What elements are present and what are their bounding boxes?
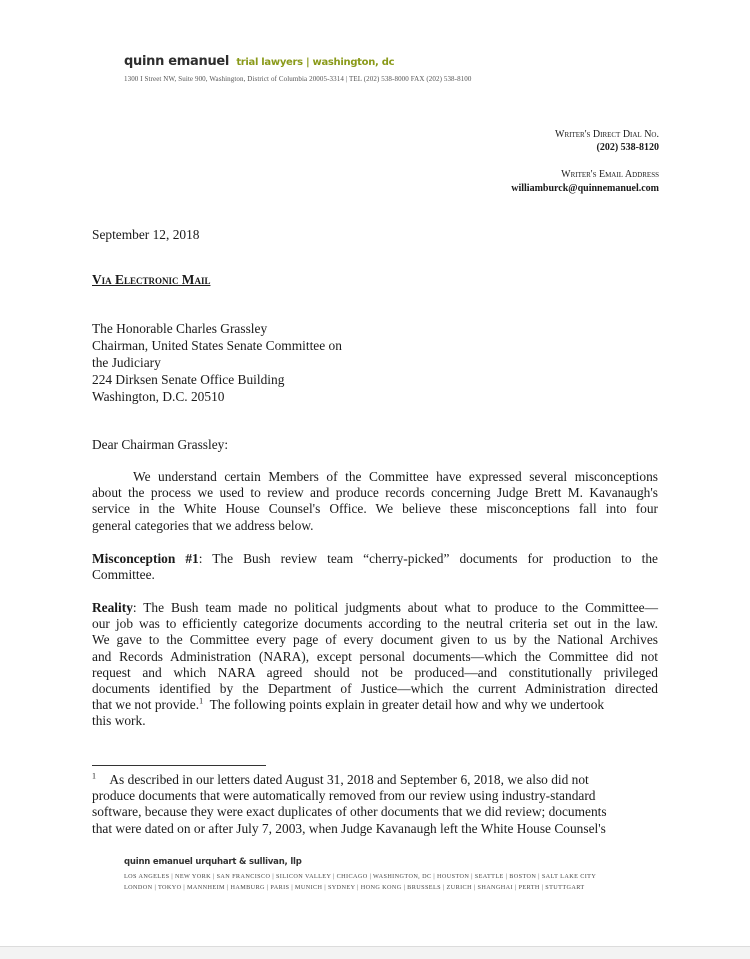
email-value: williamburck@quinnemanuel.com — [511, 183, 659, 194]
footnote-line: As described in our letters dated August 31, 2018 and September 6, 2018, we also did not — [109, 772, 589, 787]
misconception-label: Misconception #1 — [92, 551, 199, 566]
intro-paragraph — [92, 469, 658, 534]
reality-line: this work. — [92, 713, 146, 729]
recipient-line: the Judiciary — [92, 355, 161, 370]
reality-line: that we not provide. — [92, 697, 200, 713]
recipient-address — [92, 320, 342, 405]
recipient-line: The Honorable Charles Grassley — [92, 321, 268, 336]
letterhead-logo — [124, 54, 394, 69]
footer-cities-line-1: LOS ANGELES | NEW YORK | SAN FRANCISCO | SILICON VALLEY | CHICAGO | WASHINGTON, DC | HOUSTON | SEATTLE | BOSTON | SALT LAKE CITY — [124, 873, 597, 880]
reality-label: Reality — [92, 600, 133, 615]
intro-line: service in the White House Counsel's Office. We believe these misconceptions fall into four — [92, 501, 658, 517]
footer-firm-name: quinn emanuel urquhart & sullivan, llp — [124, 857, 302, 867]
direct-dial-label: Writer's Direct Dial No. — [555, 129, 659, 140]
footnote-line: software, because they were exact duplicates of other documents that we did review; documents — [92, 804, 607, 820]
recipient-line: Washington, D.C. 20510 — [92, 389, 225, 404]
misconception-line: Committee. — [92, 567, 155, 583]
reality-line: We gave to the Committee every page of every document given to us by the National Archives — [92, 632, 658, 648]
footnote-line: that were dated on or after July 7, 2003, when Judge Kavanaugh left the White House Counsel's — [92, 820, 606, 836]
footnote-number: 1 — [92, 771, 96, 781]
email-label: Writer's Email Address — [561, 169, 659, 180]
footer-cities-line-2: LONDON | TOKYO | MANNHEIM | HAMBURG | PARIS | MUNICH | SYDNEY | HONG KONG | BRUSSELS | ZURICH | SHANGHAI | PERTH | STUTTGART — [124, 884, 585, 891]
reality-line: and Records Administration (NARA), except personal documents—which the Committee did not — [92, 648, 658, 664]
footnote-reference[interactable]: 1 — [199, 696, 204, 706]
misconception-1 — [92, 551, 658, 583]
intro-line: about the process we used to review and produce records concerning Judge Brett M. Kavanaugh's — [92, 485, 658, 501]
reality-line: request and which NARA agreed should not be produced—and constitutionally privileged — [92, 664, 658, 680]
intro-line: We understand certain Members of the Committee have expressed several misconceptions — [133, 469, 658, 484]
reality-line: our job was to efficiently categorize documents according to the neutral criteria set out in the law. — [92, 616, 658, 632]
direct-dial-value: (202) 538-8120 — [596, 142, 659, 153]
footnote — [92, 772, 658, 837]
letter-date: September 12, 2018 — [92, 227, 200, 242]
firm-tagline: trial lawyers | washington, dc — [236, 57, 395, 68]
reality-line: documents identified by the Department of Justice—which the current Administration directed — [92, 681, 658, 697]
salutation: Dear Chairman Grassley: — [92, 437, 229, 452]
footnote-divider — [92, 765, 266, 766]
footnote-line: produce documents that were automatically removed from our review using industry-standard — [92, 788, 596, 804]
delivery-method: Via Electronic Mail — [92, 272, 211, 287]
reality-paragraph — [92, 600, 658, 730]
recipient-line: 224 Dirksen Senate Office Building — [92, 372, 285, 387]
firm-address: 1300 I Street NW, Suite 900, Washington, District of Columbia 20005-3314 | TEL (202) 538-8000 FAX (202) 538-8100 — [124, 75, 472, 83]
reality-text: : The Bush team made no political judgments about what to produce to the Committee— — [132, 600, 658, 615]
misconception-text: : The Bush review team “cherry-picked” documents for production to the — [198, 551, 658, 566]
next-page-edge — [0, 946, 750, 959]
reality-line: The following points explain in greater detail how and why we undertook — [209, 697, 605, 713]
firm-name: quinn emanuel — [124, 54, 230, 69]
recipient-line: Chairman, United States Senate Committee on — [92, 338, 342, 353]
intro-line: general categories that we address below. — [92, 517, 314, 533]
